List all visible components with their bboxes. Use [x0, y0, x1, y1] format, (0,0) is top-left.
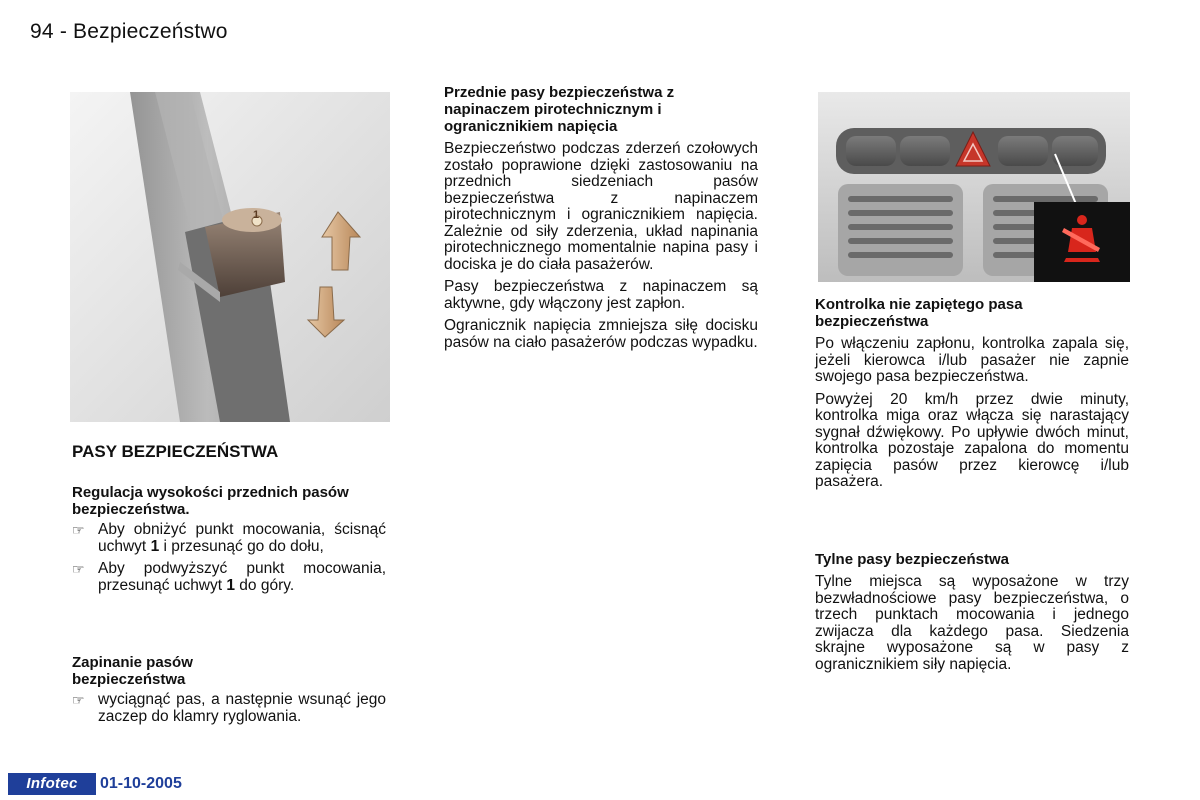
fastening-heading: Zapinanie pasów bezpieczeństwa [72, 654, 193, 688]
page-number: 94 [30, 20, 54, 43]
fastening-section [72, 654, 386, 731]
pointing-hand-icon: ☞ [72, 692, 85, 708]
callout-1-label: 1 [253, 209, 260, 221]
height-adjust-section [72, 484, 386, 600]
pointing-hand-icon: ☞ [72, 561, 85, 577]
pretensioner-section [444, 84, 758, 357]
pretensioner-heading: Przednie pasy bezpieczeństwa z napinaczem pirotechnicznym i ogranicznikiem napięcia [444, 84, 675, 135]
footer-date: 01-10-2005 [100, 775, 182, 792]
warning-light-paragraph-2: Powyżej 20 km/h przez dwie minuty, kontrolka miga oraz włącza się narastający sygnał dźwiękowy. Po upływie dwóch minut, kontrolka pozostaje zapalona do momentu zapięcia pasów przez kierowcę i/lub pasażera. [815, 390, 1129, 490]
list-item: ☞ Aby obniżyć punkt mocowania, ścisnąć uchwyt 1 i przesunąć go do dołu, [72, 521, 386, 555]
rear-belts-paragraph: Tylne miejsca są wyposażone w trzy bezwładnościowe pasy bezpieczeństwa, o trzech punktach mocowania i jednego zwijacza dla każdego pasa. Siedzenia skrajne wyposażone są w pasy z ogranicznikiem siły napięcia. [815, 573, 1129, 673]
page-title: Bezpieczeństwo [73, 20, 228, 43]
pointing-hand-icon: ☞ [72, 522, 85, 538]
dashboard-illustration [818, 92, 1130, 282]
pretensioner-paragraph-1: Bezpieczeństwo podczas zderzeń czołowych zostało poprawione dzięki zastosowaniu na przednich siedzeniach pasów bezpieczeństwa z napinaczem pirotechnicznym i ogranicznikiem napięcia. Zależnie od siły zderzenia, układ napinania pirotechnicznego momentalnie napina pasy i dociska je do ciała pasażerów. [444, 140, 758, 273]
list-item: ☞ wyciągnąć pas, a następnie wsunąć jego zaczep do klamry ryglowania. [72, 691, 386, 725]
seatbelt-adjuster-illustration [70, 92, 390, 422]
warning-light-heading: Kontrolka nie zapiętego pasa bezpieczeństwa [815, 296, 1023, 330]
height-adjust-heading: Regulacja wysokości przednich pasów bezpieczeństwa. [72, 484, 349, 518]
rear-belts-section [815, 551, 1129, 679]
pretensioner-paragraph-2: Pasy bezpieczeństwa z napinaczem są aktywne, gdy włączony jest zapłon. [444, 278, 758, 312]
pretensioner-paragraph-3: Ogranicznik napięcia zmniejsza siłę docisku pasów na ciało pasażerów podczas wypadku. [444, 317, 758, 351]
page-header: 94 - Bezpieczeństwo [30, 20, 228, 43]
section-title: PASY BEZPIECZEŃSTWA [72, 442, 279, 461]
seatbelt-adjuster-drawing [70, 92, 390, 422]
dashboard-drawing [818, 92, 1130, 282]
infotec-logo: Infotec [8, 773, 96, 795]
warning-light-paragraph-1: Po włączeniu zapłonu, kontrolka zapala się, jeżeli kierowca i/lub pasażer nie zapnie swojego pasa bezpieczeństwa. [815, 335, 1129, 385]
rear-belts-heading: Tylne pasy bezpieczeństwa [815, 551, 1009, 568]
warning-light-section [815, 296, 1129, 497]
list-item: ☞ Aby podwyższyć punkt mocowania, przesunąć uchwyt 1 do góry. [72, 560, 386, 594]
